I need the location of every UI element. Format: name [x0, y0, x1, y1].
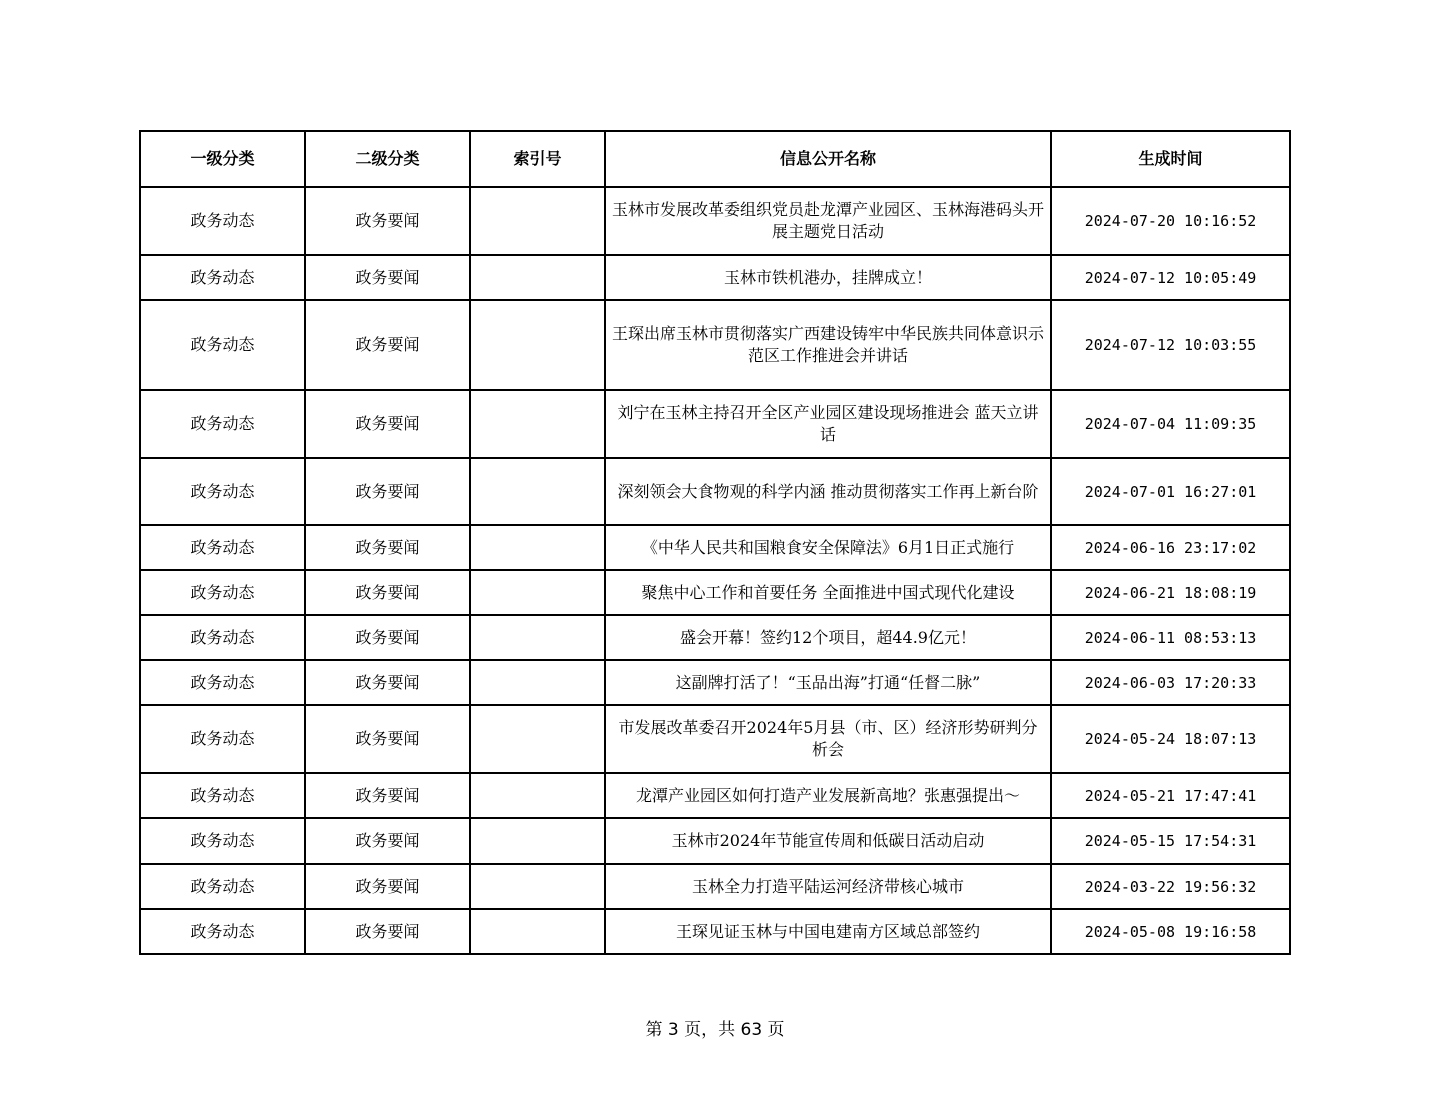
- cell-level2-category: 政务要闻: [305, 773, 470, 818]
- cell-info-name: 玉林全力打造平陆运河经济带核心城市: [605, 864, 1051, 909]
- cell-level2-category: 政务要闻: [305, 660, 470, 705]
- cell-index-number: [470, 390, 605, 458]
- cell-level2-category: 政务要闻: [305, 909, 470, 954]
- cell-generated-time: 2024-07-12 10:03:55: [1051, 300, 1290, 390]
- cell-level2-category: 政务要闻: [305, 300, 470, 390]
- table-row: [140, 390, 1290, 458]
- cell-index-number: [470, 300, 605, 390]
- cell-index-number: [470, 255, 605, 300]
- table-row: [140, 864, 1290, 909]
- cell-index-number: [470, 660, 605, 705]
- cell-level1-category: 政务动态: [140, 525, 305, 570]
- info-disclosure-table: [139, 130, 1291, 955]
- cell-generated-time: 2024-05-24 18:07:13: [1051, 705, 1290, 773]
- cell-level1-category: 政务动态: [140, 818, 305, 864]
- table-row: [140, 705, 1290, 773]
- cell-info-name: 王琛出席玉林市贯彻落实广西建设铸牢中华民族共同体意识示范区工作推进会并讲话: [605, 300, 1051, 390]
- table-row: [140, 255, 1290, 300]
- cell-info-name: 盛会开幕！签约12个项目，超44.9亿元！: [605, 615, 1051, 660]
- table-row: [140, 300, 1290, 390]
- table-row: [140, 660, 1290, 705]
- cell-level2-category: 政务要闻: [305, 570, 470, 615]
- table-row: [140, 458, 1290, 525]
- cell-info-name: 龙潭产业园区如何打造产业发展新高地？张惠强提出～: [605, 773, 1051, 818]
- footer-middle: 页，共: [678, 1020, 741, 1040]
- cell-info-name: 玉林市铁机港办，挂牌成立！: [605, 255, 1051, 300]
- cell-level2-category: 政务要闻: [305, 525, 470, 570]
- table-header-row: [140, 131, 1290, 187]
- cell-generated-time: 2024-05-08 19:16:58: [1051, 909, 1290, 954]
- cell-info-name: 这副牌打活了！“玉品出海”打通“任督二脉”: [605, 660, 1051, 705]
- cell-index-number: [470, 187, 605, 255]
- cell-info-name: 玉林市发展改革委组织党员赴龙潭产业园区、玉林海港码头开展主题党日活动: [605, 187, 1051, 255]
- cell-index-number: [470, 773, 605, 818]
- footer-suffix: 页: [762, 1020, 785, 1040]
- cell-index-number: [470, 705, 605, 773]
- cell-level2-category: 政务要闻: [305, 187, 470, 255]
- header-generated-time: 生成时间: [1051, 131, 1290, 187]
- cell-level1-category: 政务动态: [140, 390, 305, 458]
- cell-level1-category: 政务动态: [140, 660, 305, 705]
- page-footer: [0, 1015, 1430, 1040]
- footer-prefix: 第: [645, 1020, 668, 1040]
- table-row: [140, 187, 1290, 255]
- cell-generated-time: 2024-06-21 18:08:19: [1051, 570, 1290, 615]
- cell-generated-time: 2024-07-01 16:27:01: [1051, 458, 1290, 525]
- table-row: [140, 818, 1290, 864]
- cell-info-name: 玉林市2024年节能宣传周和低碳日活动启动: [605, 818, 1051, 864]
- cell-info-name: 《中华人民共和国粮食安全保障法》6月1日正式施行: [605, 525, 1051, 570]
- header-level1-category: 一级分类: [140, 131, 305, 187]
- current-page-number: 3: [667, 1020, 679, 1040]
- cell-index-number: [470, 615, 605, 660]
- cell-info-name: 聚焦中心工作和首要任务 全面推进中国式现代化建设: [605, 570, 1051, 615]
- cell-info-name: 深刻领会大食物观的科学内涵 推动贯彻落实工作再上新台阶: [605, 458, 1051, 525]
- cell-level2-category: 政务要闻: [305, 864, 470, 909]
- table-row: [140, 570, 1290, 615]
- table-row: [140, 773, 1290, 818]
- cell-generated-time: 2024-03-22 19:56:32: [1051, 864, 1290, 909]
- cell-level1-category: 政务动态: [140, 570, 305, 615]
- cell-index-number: [470, 909, 605, 954]
- cell-generated-time: 2024-07-20 10:16:52: [1051, 187, 1290, 255]
- cell-generated-time: 2024-06-11 08:53:13: [1051, 615, 1290, 660]
- cell-index-number: [470, 818, 605, 864]
- cell-level1-category: 政务动态: [140, 773, 305, 818]
- cell-generated-time: 2024-07-12 10:05:49: [1051, 255, 1290, 300]
- cell-generated-time: 2024-07-04 11:09:35: [1051, 390, 1290, 458]
- cell-level1-category: 政务动态: [140, 705, 305, 773]
- cell-level2-category: 政务要闻: [305, 615, 470, 660]
- cell-level1-category: 政务动态: [140, 864, 305, 909]
- cell-level1-category: 政务动态: [140, 909, 305, 954]
- table-row: [140, 525, 1290, 570]
- cell-info-name: 刘宁在玉林主持召开全区产业园区建设现场推进会 蓝天立讲话: [605, 390, 1051, 458]
- cell-generated-time: 2024-06-03 17:20:33: [1051, 660, 1290, 705]
- table-body: [140, 187, 1290, 954]
- cell-level2-category: 政务要闻: [305, 458, 470, 525]
- cell-level2-category: 政务要闻: [305, 818, 470, 864]
- cell-generated-time: 2024-05-21 17:47:41: [1051, 773, 1290, 818]
- cell-index-number: [470, 458, 605, 525]
- cell-level1-category: 政务动态: [140, 458, 305, 525]
- cell-level2-category: 政务要闻: [305, 255, 470, 300]
- header-level2-category: 二级分类: [305, 131, 470, 187]
- header-index-number: 索引号: [470, 131, 605, 187]
- table-row: [140, 615, 1290, 660]
- cell-info-name: 市发展改革委召开2024年5月县（市、区）经济形势研判分析会: [605, 705, 1051, 773]
- cell-level2-category: 政务要闻: [305, 390, 470, 458]
- table-row: [140, 909, 1290, 954]
- cell-level1-category: 政务动态: [140, 255, 305, 300]
- cell-index-number: [470, 525, 605, 570]
- total-pages-number: 63: [740, 1020, 763, 1040]
- cell-level2-category: 政务要闻: [305, 705, 470, 773]
- cell-level1-category: 政务动态: [140, 615, 305, 660]
- cell-index-number: [470, 864, 605, 909]
- cell-index-number: [470, 570, 605, 615]
- cell-generated-time: 2024-05-15 17:54:31: [1051, 818, 1290, 864]
- cell-generated-time: 2024-06-16 23:17:02: [1051, 525, 1290, 570]
- cell-info-name: 王琛见证玉林与中国电建南方区域总部签约: [605, 909, 1051, 954]
- header-info-name: 信息公开名称: [605, 131, 1051, 187]
- cell-level1-category: 政务动态: [140, 300, 305, 390]
- cell-level1-category: 政务动态: [140, 187, 305, 255]
